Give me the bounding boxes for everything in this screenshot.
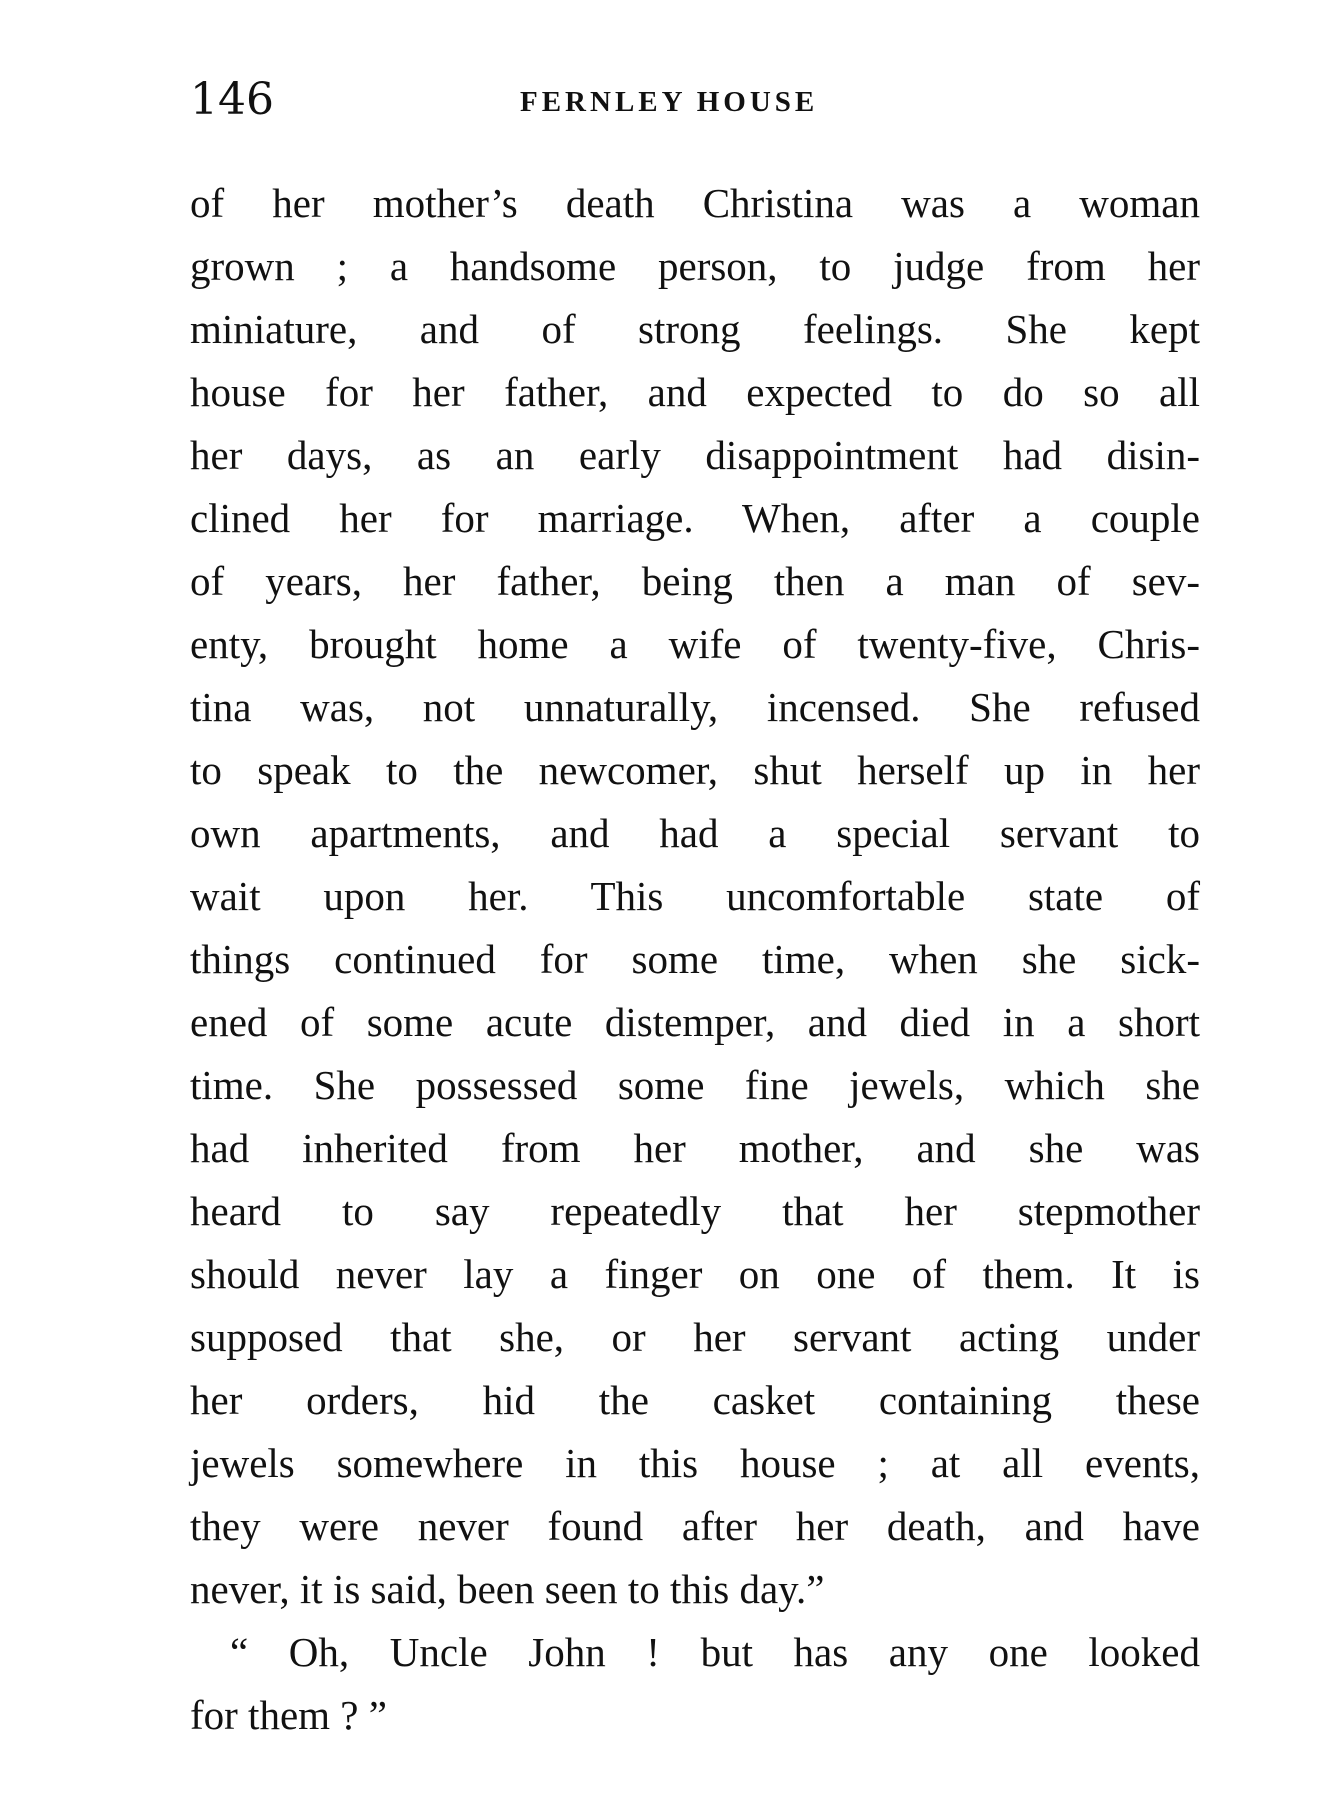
body-text [190,172,1200,1747]
text-line: time. She possessed some fine jewels, which she [190,1062,1200,1108]
paragraph-2 [190,1621,1200,1747]
running-title: FERNLEY HOUSE [520,86,819,118]
text-line: of years, her father, being then a man of sev- [190,558,1200,604]
text-line: of her mother’s death Christina was a woman [190,180,1200,226]
text-line: supposed that she, or her servant acting under [190,1314,1200,1360]
page-header [190,72,1190,132]
text-line: enty, brought home a wife of twenty-five, Chris- [190,621,1200,667]
paragraph-1 [190,172,1200,1621]
text-line: house for her father, and expected to do so all [190,369,1200,415]
text-line: her days, as an early disappointment had disin- [190,432,1200,478]
text-line: “ Oh, Uncle John ! but has any one looked [230,1629,1200,1675]
text-line: own apartments, and had a special servant to [190,810,1200,856]
text-line: they were never found after her death, and have [190,1503,1200,1549]
text-line: miniature, and of strong feelings. She kept [190,306,1200,352]
text-line: never, it is said, been seen to this day.” [190,1566,825,1612]
text-line: things continued for some time, when she sick- [190,936,1200,982]
text-line: her orders, hid the casket containing these [190,1377,1200,1423]
text-line: jewels somewhere in this house ; at all events, [190,1440,1200,1486]
text-line: clined her for marriage. When, after a couple [190,495,1200,541]
text-line: grown ; a handsome person, to judge from her [190,243,1200,289]
text-line: ened of some acute distemper, and died in a short [190,999,1200,1045]
text-line: for them ? ” [190,1692,387,1738]
text-line: heard to say repeatedly that her stepmother [190,1188,1200,1234]
text-line: to speak to the newcomer, shut herself up in her [190,747,1200,793]
page-number: 146 [190,74,274,125]
text-line: tina was, not unnaturally, incensed. She refused [190,684,1200,730]
text-line: wait upon her. This uncomfortable state of [190,873,1200,919]
text-line: should never lay a finger on one of them. It is [190,1251,1200,1297]
text-line: had inherited from her mother, and she was [190,1125,1200,1171]
